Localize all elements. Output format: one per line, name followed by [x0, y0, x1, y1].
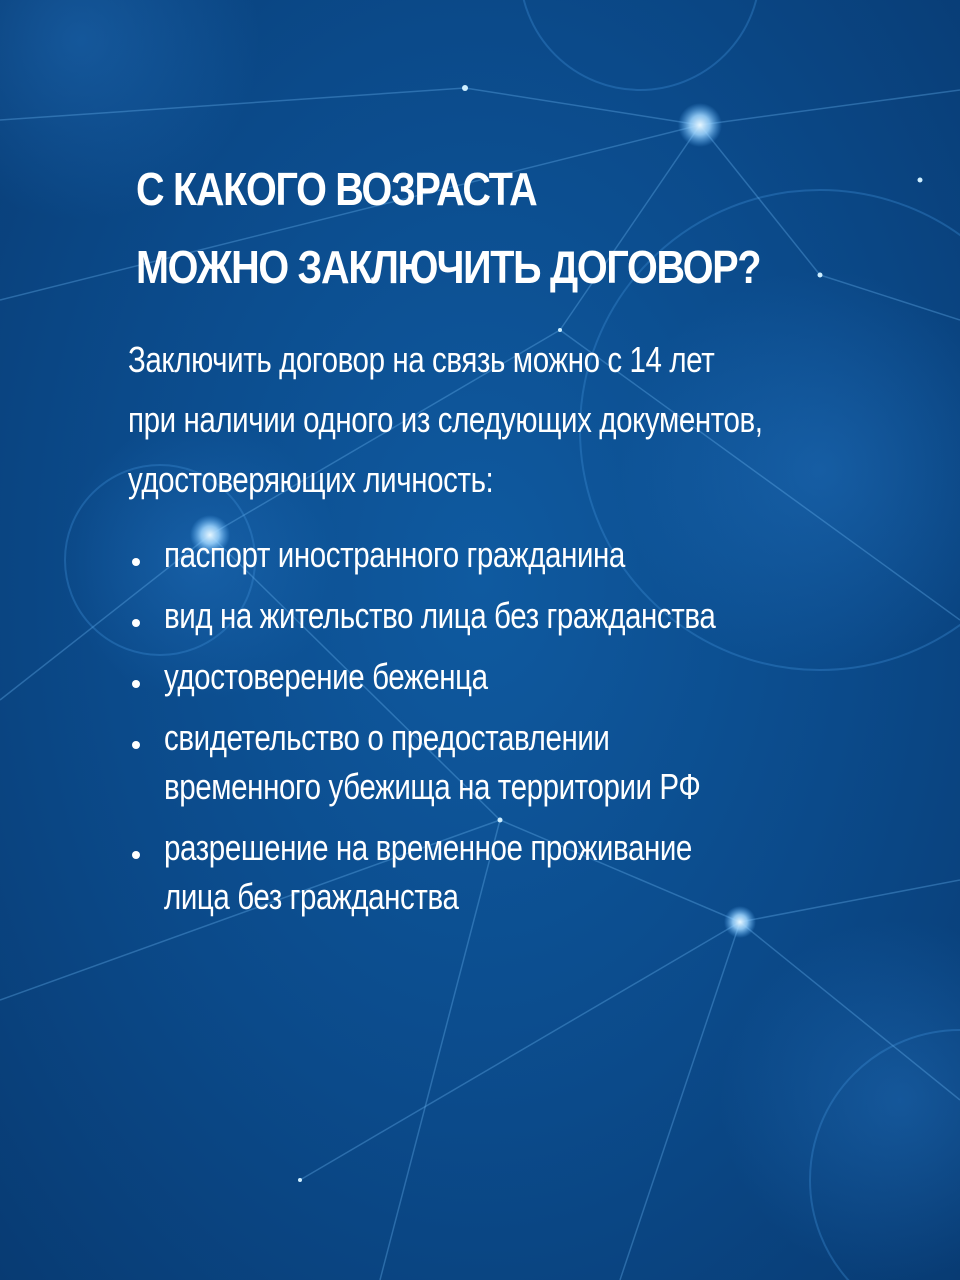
list-item-line: л​и​ц​а​ ​б​е​з​ ​г​р​а​ж​д​а​н​с​т​в​а: [164, 876, 459, 917]
title-line-1: С​ ​К​А​К​О​Г​О​ ​В​О​З​Р​А​С​Т​А: [136, 163, 537, 215]
list-item: [128, 823, 948, 921]
list-item: [128, 713, 948, 811]
list-item-line: с​в​и​д​е​т​е​л​ь​с​т​в​о​ ​о​ ​п​р​е​д​о​с​т​а​в​л​е​н​и​и: [164, 717, 610, 758]
intro-line-3: у​д​о​с​т​о​в​е​р​я​ю​щ​и​х​ ​л​и​ч​н​о​с​т​ь​:: [128, 459, 494, 500]
intro-line-1: З​а​к​л​ю​ч​и​т​ь​ ​д​о​г​о​в​о​р​ ​н​а​ ​с​в​я​з​ь​ ​м​о​ж​н​о​ ​с​ ​1​4​ ​л​е​т: [128, 339, 715, 380]
list-item: [128, 652, 948, 701]
intro-line-2: п​р​и​ ​н​а​л​и​ч​и​и​ ​о​д​н​о​г​о​ ​и​з​ ​с​л​е​д​у​ю​щ​и​х​ ​д​о​к​у​м​е​н​т​о​в​,: [128, 399, 763, 440]
list-item-text: [164, 823, 807, 921]
list-item-line: в​и​д​ ​н​а​ ​ж​и​т​е​л​ь​с​т​в​о​ ​л​и​ц​а​ ​б​е​з​ ​г​р​а​ж​д​а​н​с​т​в​а: [164, 595, 716, 636]
page-title: [136, 150, 790, 306]
bullet-icon: [132, 851, 140, 859]
bullet-icon: [132, 741, 140, 749]
bullet-icon: [132, 680, 140, 688]
list-item-text: [164, 652, 807, 701]
list-item-line: у​д​о​с​т​о​в​е​р​е​н​и​е​ ​б​е​ж​е​н​ц​а: [164, 656, 488, 697]
list-item-text: [164, 713, 807, 811]
list-item-text: [164, 591, 807, 640]
list-item-line: р​а​з​р​е​ш​е​н​и​е​ ​н​а​ ​в​р​е​м​е​н​н​о​е​ ​п​р​о​ж​и​в​а​н​и​е: [164, 827, 692, 868]
list-item-text: [164, 530, 807, 579]
list-item: [128, 591, 948, 640]
list-item-line: в​р​е​м​е​н​н​о​г​о​ ​у​б​е​ж​и​щ​а​ ​н​а​ ​т​е​р​р​и​т​о​р​и​и​ ​Р​Ф: [164, 766, 701, 807]
title-line-2: М​О​Ж​Н​О​ ​З​А​К​Л​Ю​Ч​И​Т​Ь​ ​Д​О​Г​О​В​О​Р​?: [136, 241, 761, 293]
bullet-icon: [132, 619, 140, 627]
documents-list: [128, 530, 948, 933]
intro-text: [128, 330, 784, 510]
list-item-line: п​а​с​п​о​р​т​ ​и​н​о​с​т​р​а​н​н​о​г​о​ ​г​р​а​ж​д​а​н​и​н​а: [164, 534, 625, 575]
bullet-icon: [132, 558, 140, 566]
list-item: [128, 530, 948, 579]
